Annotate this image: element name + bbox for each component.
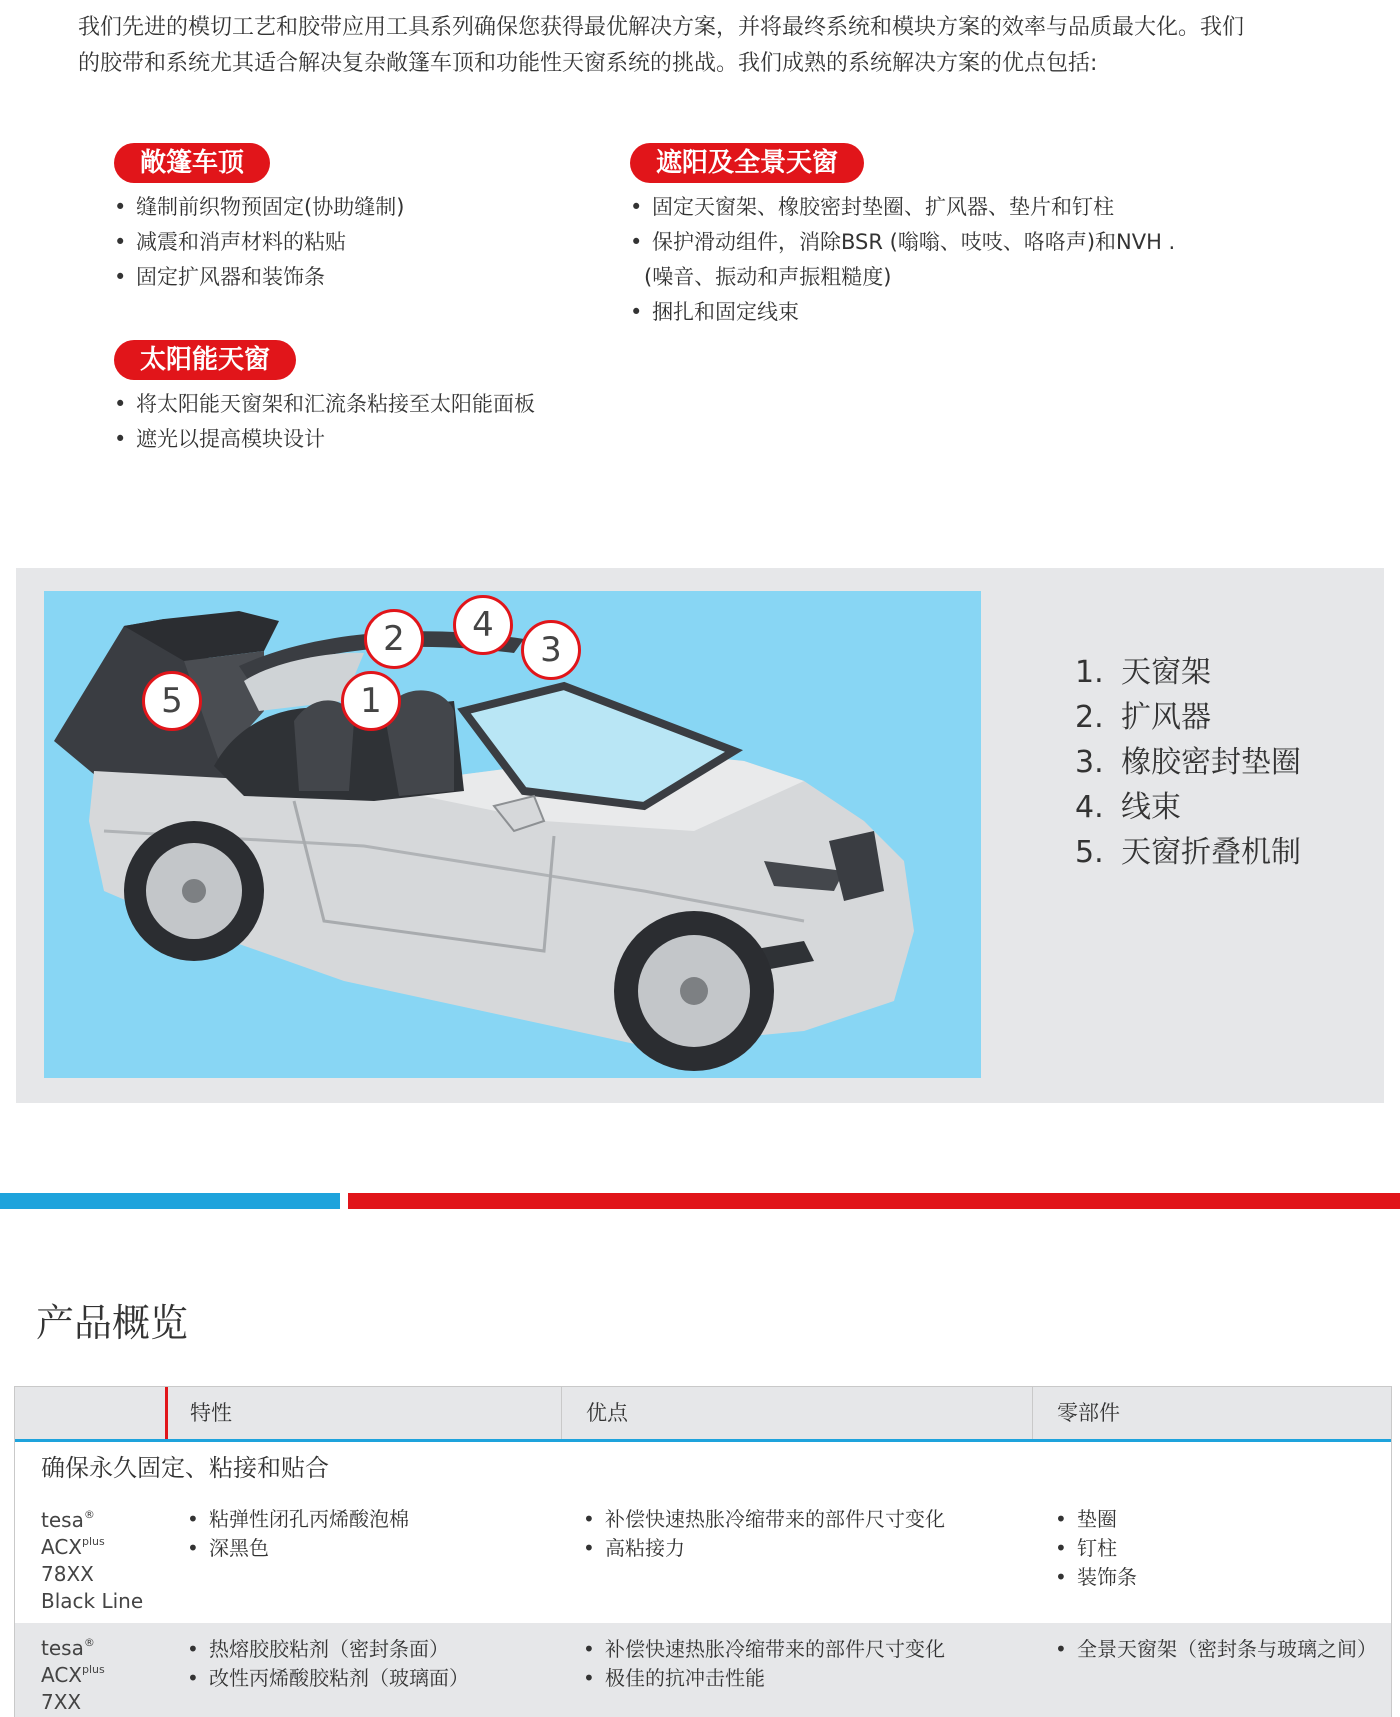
list-item: • 补偿快速热胀冷缩带来的部件尺寸变化 bbox=[583, 1635, 945, 1664]
legend-number: 5. bbox=[1075, 835, 1104, 870]
legend-number: 3. bbox=[1075, 745, 1104, 780]
list-item: • 粘弹性闭孔丙烯酸泡棉 bbox=[187, 1505, 409, 1534]
list-item: • 极佳的抗冲击性能 bbox=[583, 1664, 945, 1693]
parts-list bbox=[1055, 1505, 1137, 1592]
legend-number: 1. bbox=[1075, 655, 1104, 690]
convertible-roof-list bbox=[114, 190, 404, 295]
parts-list bbox=[1055, 1635, 1377, 1664]
list-item: • 热熔胶胶粘剂（密封条面） bbox=[187, 1635, 469, 1664]
legend-number: 2. bbox=[1075, 700, 1104, 735]
convertible-car-image bbox=[44, 591, 981, 1078]
car-illustration bbox=[44, 591, 981, 1078]
column-divider bbox=[561, 1387, 562, 1439]
legend-label: 橡胶密封垫圈 bbox=[1121, 745, 1301, 780]
legend-label: 天窗折叠机制 bbox=[1121, 835, 1301, 870]
list-item: • 垫圈 bbox=[1055, 1505, 1137, 1534]
list-item: • 遮光以提高模块设计 bbox=[114, 422, 535, 457]
solar-sunroof-list bbox=[114, 387, 535, 457]
divider-bar-blue bbox=[0, 1193, 340, 1209]
benefits-list bbox=[583, 1505, 945, 1563]
list-item: • 减震和消声材料的粘贴 bbox=[114, 225, 404, 260]
header-benefits: 优点 bbox=[586, 1401, 628, 1425]
legend-label: 天窗架 bbox=[1121, 655, 1211, 690]
list-item: • 改性丙烯酸胶粘剂（玻璃面） bbox=[187, 1664, 469, 1693]
intro-line-1: 我们先进的模切工艺和胶带应用工具系列确保您获得最优解决方案，并将最终系统和模块方案的效率与品质最大化。我们 bbox=[78, 15, 1245, 40]
callout-marker: 5 bbox=[142, 671, 202, 731]
table-row bbox=[15, 1495, 1391, 1623]
list-item: • 高粘接力 bbox=[583, 1534, 945, 1563]
legend-item bbox=[1075, 785, 1301, 830]
intro-line-2: 的胶带和系统尤其适合解决复杂敞篷车顶和功能性天窗系统的挑战。我们成熟的系统解决方案的优点包括: bbox=[78, 51, 1098, 76]
list-item: • 捆扎和固定线束 bbox=[630, 295, 1175, 330]
column-divider bbox=[1032, 1387, 1033, 1439]
callout-marker: 3 bbox=[521, 620, 581, 680]
column-divider-red bbox=[165, 1387, 168, 1439]
list-item: • 全景天窗架（密封条与玻璃之间） bbox=[1055, 1635, 1377, 1664]
header-features: 特性 bbox=[190, 1401, 232, 1425]
legend-item bbox=[1075, 650, 1301, 695]
list-item: • 将太阳能天窗架和汇流条粘接至太阳能面板 bbox=[114, 387, 535, 422]
sunshade-panorama-list bbox=[630, 190, 1175, 330]
solar-sunroof-title: 太阳能天窗 bbox=[114, 340, 296, 380]
legend-item bbox=[1075, 830, 1301, 875]
legend-label: 扩风器 bbox=[1121, 700, 1211, 735]
callout-marker: 1 bbox=[341, 671, 401, 731]
legend-number: 4. bbox=[1075, 790, 1104, 825]
product-name: tesa® $ACX^{plus}$ 7XX bbox=[41, 1636, 105, 1714]
benefits-list bbox=[583, 1635, 945, 1693]
convertible-roof-title: 敞篷车顶 bbox=[114, 143, 270, 183]
list-item: • 补偿快速热胀冷缩带来的部件尺寸变化 bbox=[583, 1505, 945, 1534]
intro-paragraph bbox=[78, 10, 1338, 82]
features-list bbox=[187, 1635, 469, 1693]
legend-label: 线束 bbox=[1121, 790, 1181, 825]
table-header bbox=[15, 1387, 1391, 1442]
sunshade-panorama-title: 遮阳及全景天窗 bbox=[630, 143, 864, 183]
list-item: • 深黑色 bbox=[187, 1534, 409, 1563]
list-item: • 装饰条 bbox=[1055, 1563, 1137, 1592]
product-overview-title: 产品概览 bbox=[36, 1301, 189, 1345]
list-item: • 缝制前织物预固定(协助缝制) bbox=[114, 190, 404, 225]
list-item: • 钉柱 bbox=[1055, 1534, 1137, 1563]
product-name: tesa® $ACX^{plus}$ 78XX Black Line bbox=[41, 1508, 144, 1613]
list-item: • 固定扩风器和装饰条 bbox=[114, 260, 404, 295]
divider-bar-red bbox=[348, 1193, 1400, 1209]
figure-legend bbox=[1075, 650, 1301, 875]
legend-item bbox=[1075, 740, 1301, 785]
features-list bbox=[187, 1505, 409, 1563]
legend-item bbox=[1075, 695, 1301, 740]
list-item: • 保护滑动组件，消除BSR (嗡嗡、吱吱、咯咯声)和NVH . bbox=[630, 225, 1175, 260]
list-item-continuation: (噪音、振动和声振粗糙度) bbox=[644, 265, 892, 289]
product-overview-table bbox=[14, 1386, 1392, 1717]
callout-marker: 4 bbox=[453, 595, 513, 655]
list-item: • 固定天窗架、橡胶密封垫圈、扩风器、垫片和钉柱 bbox=[630, 190, 1175, 225]
table-group-heading: 确保永久固定、粘接和贴合 bbox=[15, 1442, 1391, 1496]
header-parts: 零部件 bbox=[1057, 1401, 1120, 1425]
callout-marker: 2 bbox=[364, 609, 424, 669]
table-row bbox=[15, 1623, 1391, 1717]
